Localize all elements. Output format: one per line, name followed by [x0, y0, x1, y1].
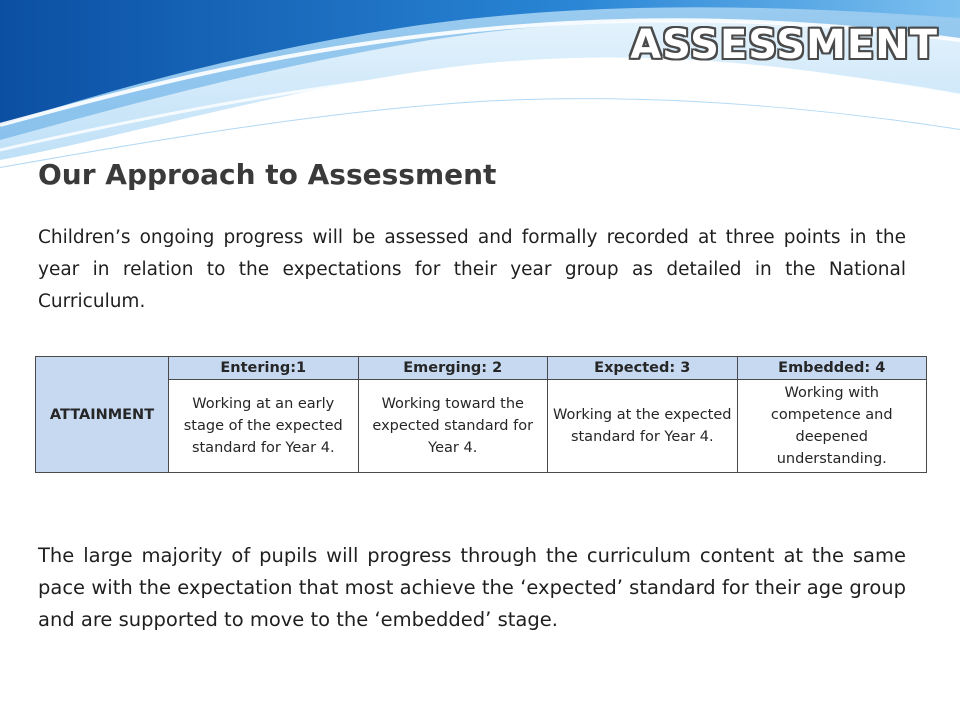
table-row	[36, 380, 927, 473]
section-heading: Our Approach to Assessment	[38, 158, 497, 191]
attainment-table	[35, 356, 927, 473]
cell-emerging: Working toward the expected standard for Year 4.	[358, 380, 548, 473]
column-header-embedded: Embedded: 4	[737, 357, 927, 380]
table-header-row	[36, 357, 927, 380]
cell-expected: Working at the expected standard for Year 4.	[548, 380, 738, 473]
banner-title: ASSESSMENT	[630, 22, 938, 68]
column-header-emerging: Emerging: 2	[358, 357, 548, 380]
cell-entering: Working at an early stage of the expected standard for Year 4.	[169, 380, 359, 473]
conclusion-paragraph: The large majority of pupils will progress through the curriculum content at the same pace with the expectation that most achieve the ‘expected’ standard for their age group and are supported to move to the ‘embedded’ stage.	[38, 544, 906, 631]
cell-embedded: Working with competence and deepened understanding.	[737, 380, 927, 473]
column-header-entering: Entering:1	[169, 357, 359, 380]
intro-paragraph: Children’s ongoing progress will be assessed and formally recorded at three points in the year in relation to the expectations for their year group as detailed in the National Curriculum.	[38, 227, 906, 312]
column-header-expected: Expected: 3	[548, 357, 738, 380]
row-header-attainment: ATTAINMENT	[36, 357, 169, 473]
